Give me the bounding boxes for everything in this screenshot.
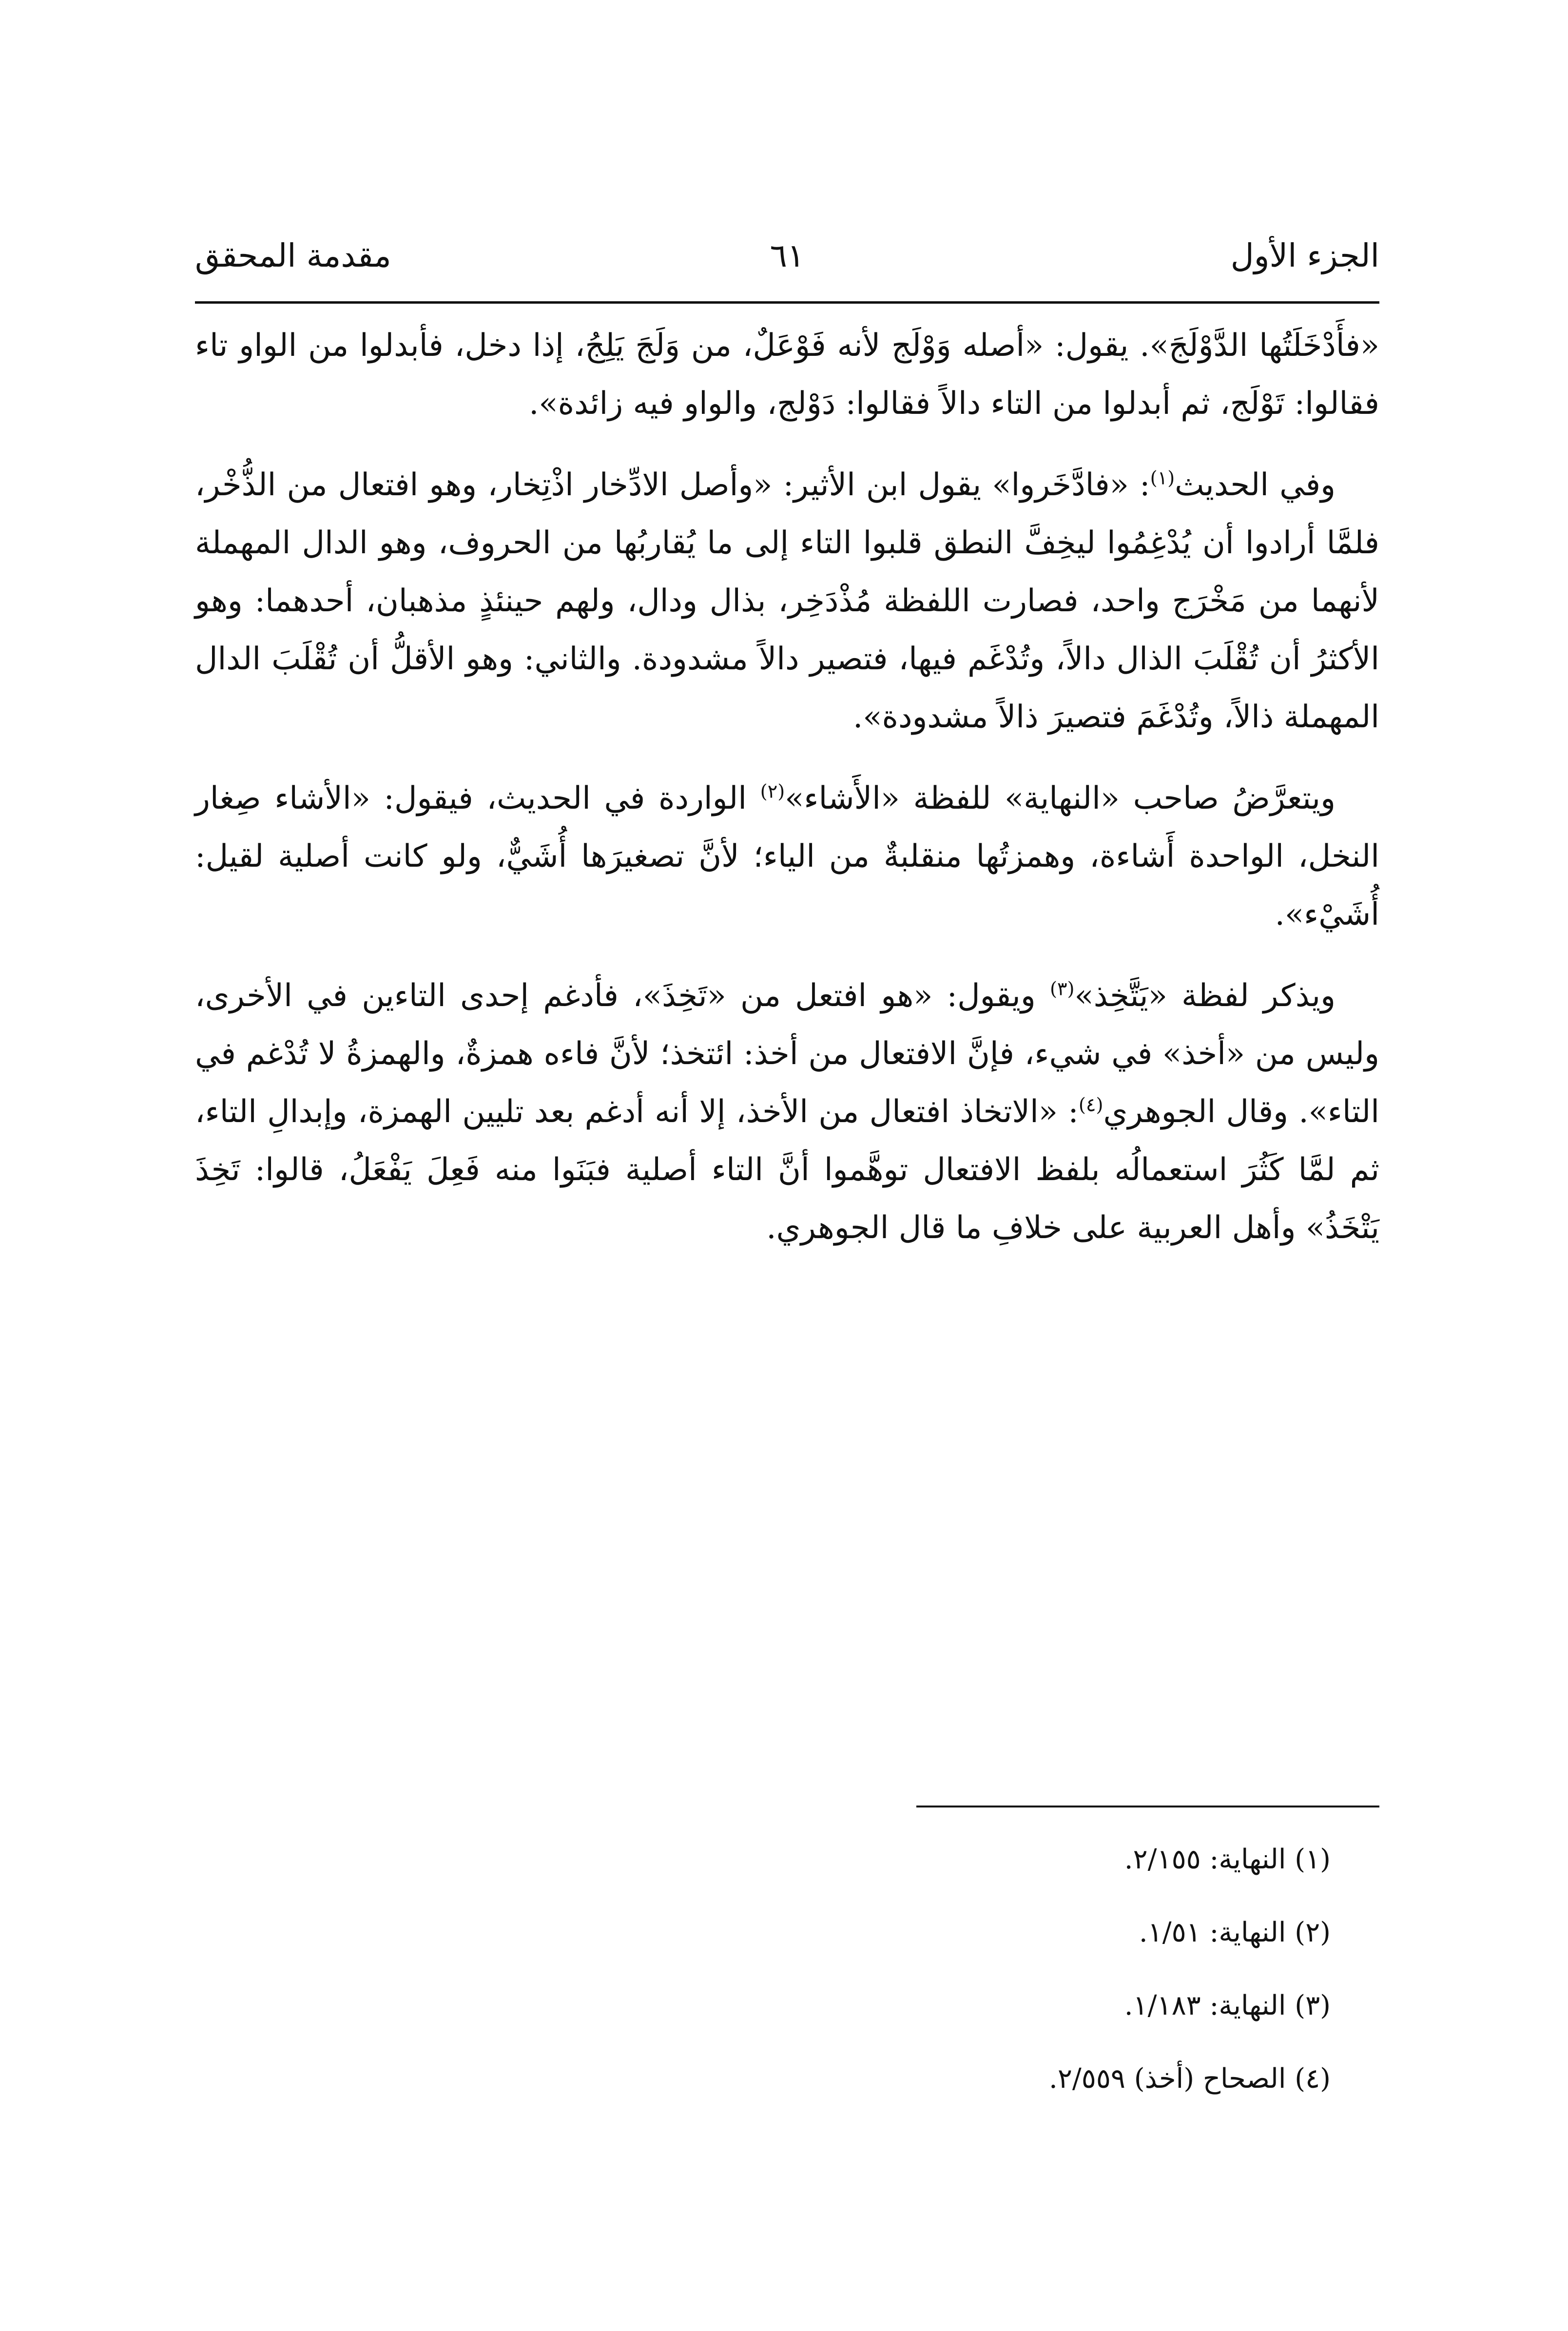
- footnotes: [1049, 1823, 1331, 2116]
- paragraph-text: : «الاتخاذ افتعال من الأخذ، إلا أنه أدغم بعد تليين الهمزة، وإبدالِ التاء، ثم لمَّا كَثُرَ استعمالُه بلفظ الافتعال توهَّموا أنَّ التاء أصلية فبَنَوا منه فَعِلَ يَفْعَلُ، قالوا: تَخِذَ يَتْخَذُ» وأهل العربية على خلافِ ما قال الجوهري.: [195, 1094, 1379, 1246]
- paragraph-text: : «فادَّخَروا» يقول ابن الأثير: «وأصل الادِّخار اذْتِخار، وهو افتعال من الذُّخْر، فلمَّا أرادوا أن يُدْغِمُوا ليخِفَّ النطق قلبوا التاء إلى ما يُقاربُها من الحروف، وهو الدال المهملة لأنهما من مَخْرَج واحد، فصارت اللفظة مُذْدَخِر، بذال ودال، ولهم حينئذٍ مذهبان، أحدهما: وهو الأكثرُ أن تُقْلَبَ الذال دالاً، وتُدْغَم فيها، فتصير دالاً مشدودة. والثاني: وهو الأقلُّ أن تُقْلَبَ الدال المهملة ذالاً، وتُدْغَمَ فتصيرَ ذالاً مشدودة».: [195, 467, 1379, 735]
- paragraph-2: [195, 456, 1379, 746]
- main-text: [195, 317, 1379, 1281]
- footnote-divider: [916, 1806, 1379, 1807]
- footnote-1: (١) النهاية: ٢/١٥٥.: [1124, 1844, 1331, 1875]
- paragraph-1: [195, 317, 1379, 433]
- paragraph-text: ويتعرَّضُ صاحب «النهاية» للفظة «الأَشاء»: [785, 780, 1336, 816]
- paragraph-text: الواردة في الحديث، فيقول: «الأشاء صِغار النخل، الواحدة أَشاءة، وهمزتُها منقلبةٌ من الياء؛ لأنَّ تصغيرَها أُشَيٌّ، ولو كانت أصلية لقيل: أُشَيْء».: [195, 780, 1379, 932]
- section-title: مقدمة المحقق: [195, 237, 391, 274]
- paragraph-3: [195, 770, 1379, 944]
- paragraph-text: وفي الحديث: [1175, 467, 1336, 503]
- header-divider: [195, 301, 1379, 304]
- footnote-marker: (٢): [760, 780, 785, 803]
- footnote-marker: (٤): [1078, 1094, 1103, 1116]
- book-page: [195, 0, 1379, 2331]
- paragraph-text: ويذكر لفظة «يَتَّخِذ»: [1074, 978, 1336, 1014]
- footnote-marker: (٣): [1049, 978, 1075, 1000]
- footnote-2: (٢) النهاية: ١/٥١.: [1139, 1917, 1331, 1948]
- footnote-4: (٤) الصحاح (أخذ) ٢/٥٥٩.: [1049, 2063, 1331, 2095]
- paragraph-text: «فأَدْخَلَتُها الدَّوْلَجَ». يقول: «أصله وَوْلَج لأنه فَوْعَلٌ، من وَلَجَ يَلِجُ، إذا دخل، فأبدلوا من الواو تاء فقالوا: تَوْلَج، ثم أبدلوا من التاء دالاً فقالوا: دَوْلج، والواو فيه زائدة».: [195, 328, 1380, 422]
- page-number: ٦١: [770, 237, 805, 274]
- footnote-3: (٣) النهاية: ١/١٨٣.: [1124, 1990, 1331, 2021]
- footnote-marker: (١): [1150, 467, 1175, 489]
- running-header: [195, 229, 1379, 283]
- paragraph-text: ويقول: «هو افتعل من «تَخِذَ»، فأدغم إحدى التاءين في الأخرى، وليس من «أخذ» في شيء، فإنَّ الافتعال من أخذ: ائتخذ؛ لأنَّ فاءه همزةٌ، والهمزةُ لا تُدْغم في التاء». وقال الجوهري: [195, 978, 1380, 1130]
- part-title: الجزء الأول: [1230, 237, 1379, 274]
- paragraph-4: [195, 967, 1379, 1257]
